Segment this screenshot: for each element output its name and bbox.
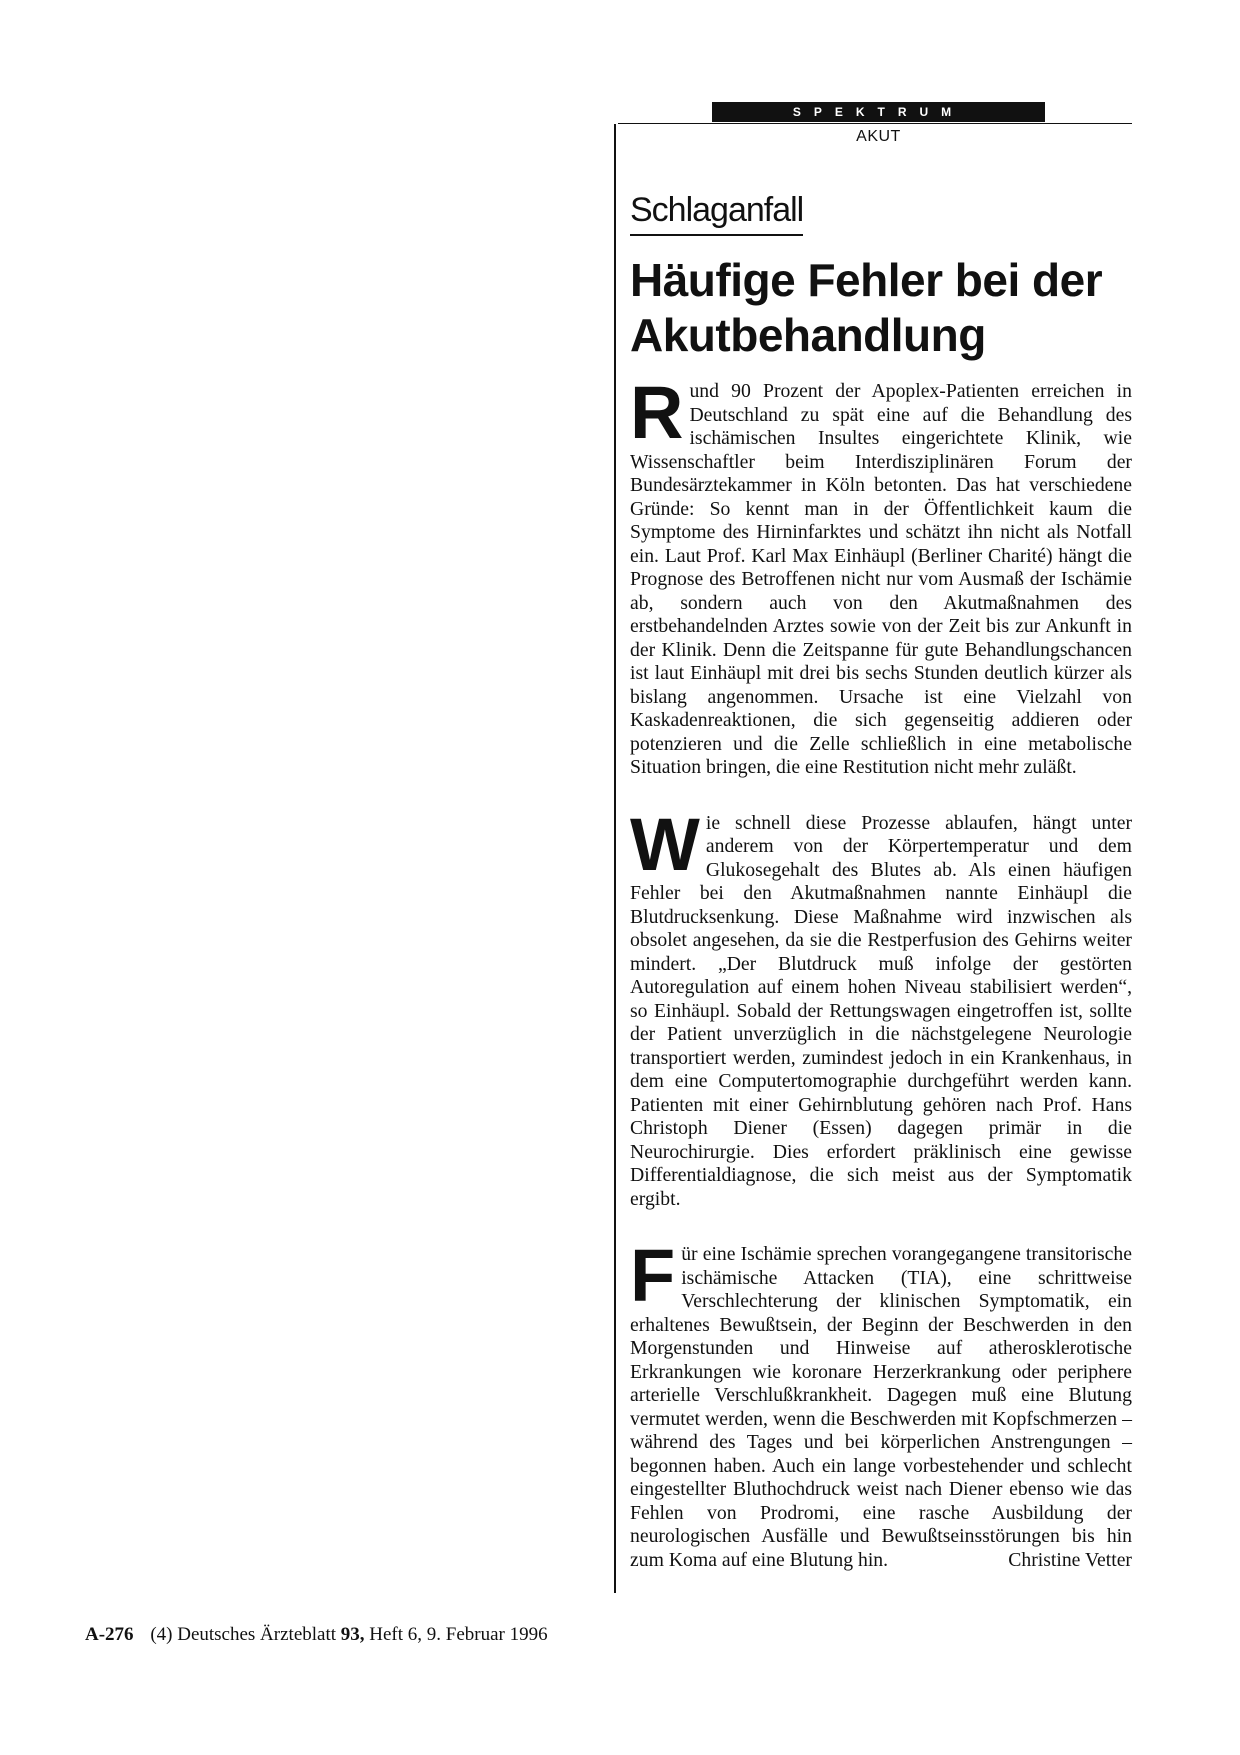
author-signature: Christine Vetter: [1008, 1548, 1132, 1571]
drop-cap: W: [630, 802, 700, 886]
article-paragraph: [630, 802, 1132, 1212]
paragraph-text: ür eine Ischämie sprechen vorangegangene transitorische ischämische Attacken (TIA), eine schrittweise Verschlechterung der klinischen Symptomatik, ein erhaltenes Bewußtsein, der Beginn der Beschwerden in den Morgenstunden und Hinweise auf atherosklerotische Erkrankungen wie koronare Herzerkrankung oder periphere arterielle Verschlußkrankheit. Dagegen muß eine Blutung vermutet werden, wenn die Beschwerden mit Kopfschmerzen – während des Tages und bei körperlichen Anstrengungen – begonnen haben. Auch ein lange vorbestehender und schlecht eingestellter Bluthochdruck weist nach Diener ebenso wie das Fehlen von Prodromi, eine rasche Ausbildung der neurologischen Ausfälle und Bewußtseinsstörungen bis hin zum Koma auf eine Blutung hin.: [630, 1243, 1132, 1571]
subsection-label: AKUT: [856, 128, 901, 145]
article-paragraph: [630, 371, 1132, 780]
article-kicker: Schlaganfall: [630, 188, 803, 236]
issue-date: Heft 6, 9. Februar 1996: [369, 1624, 548, 1645]
article-headline: Häufige Fehler bei der Akutbehandlung: [630, 254, 1103, 361]
header-rule: [618, 123, 1132, 124]
article-body: [630, 371, 1132, 1604]
drop-cap: R: [630, 371, 684, 454]
article-paragraph: [630, 1234, 1132, 1572]
column-rule: [614, 124, 616, 1593]
paragraph-text: ie schnell diese Prozesse ablaufen, hängt unter anderem von der Körpertemperatur und dem Glukosegehalt des Blutes ab. Als einen häufigen Fehler bei den Akutmaßnahmen nannte Einhäupl die Blutdrucksenkung. Diese Maßnahme wird inzwischen als obsolet angesehen, da sie die Restperfusion des Gehirns weiter mindert. „Der Blutdruck muß infolge der gestörten Autoregulation auf einem hohen Niveau stabilisiert werden“, so Einhäupl. Sobald der Rettungswagen eingetroffen ist, sollte der Patient unverzüglich in die nächstgelegene Neurologie transportiert werden, zumindest jedoch in ein Krankenhaus, in dem eine Computertomographie durchgeführt werden kann. Patienten mit einer Gehirnblutung gehören nach Prof. Hans Christoph Diener (Essen) dagegen primär in die Neurochirurgie. Dies erfordert präklinisch eine gewisse Differentialdiagnose, die sich meist aus der Symptomatik ergibt.: [630, 811, 1132, 1210]
paragraph-text: und 90 Prozent der Apoplex-Patienten erreichen in Deutschland zu spät eine auf die Behandlung des ischämischen Insultes eingerichtete Klinik, wie Wissenschaftler beim Interdisziplinären Forum der Bundesärztekammer in Köln betonten. Das hat verschiedene Gründe: So kennt man in der Öffentlichkeit kaum die Symptome des Hirninfarktes und schätzt ihn nicht als Notfall ein. Laut Prof. Karl Max Einhäupl (Berliner Charité) hängt die Prognose des Betroffenen nicht nur vom Ausmaß der Ischämie ab, sondern auch von den Akutmaßnahmen des erstbehandelnden Arztes sowie von der Zeit bis zur Ankunft in der Klinik. Denn die Zeitspanne für gute Behandlungschancen ist laut Einhäupl mit drei bis sechs Stunden deutlich kürzer als bislang angenommen. Ursache ist eine Vielzahl von Kaskadenreaktionen, die sich gegenseitig addieren oder potenzieren und die Zelle schließlich in eine metabolische Situation bringen, die eine Restitution nicht mehr zuläßt.: [630, 380, 1132, 778]
page-number: A-276: [85, 1624, 134, 1645]
publication-name: (4) Deutsches Ärzteblatt: [150, 1624, 337, 1645]
section-banner: SPEKTRUM: [712, 102, 1045, 122]
drop-cap: F: [630, 1234, 676, 1317]
page-footer: [85, 1623, 548, 1647]
volume-number: 93,: [340, 1624, 365, 1645]
